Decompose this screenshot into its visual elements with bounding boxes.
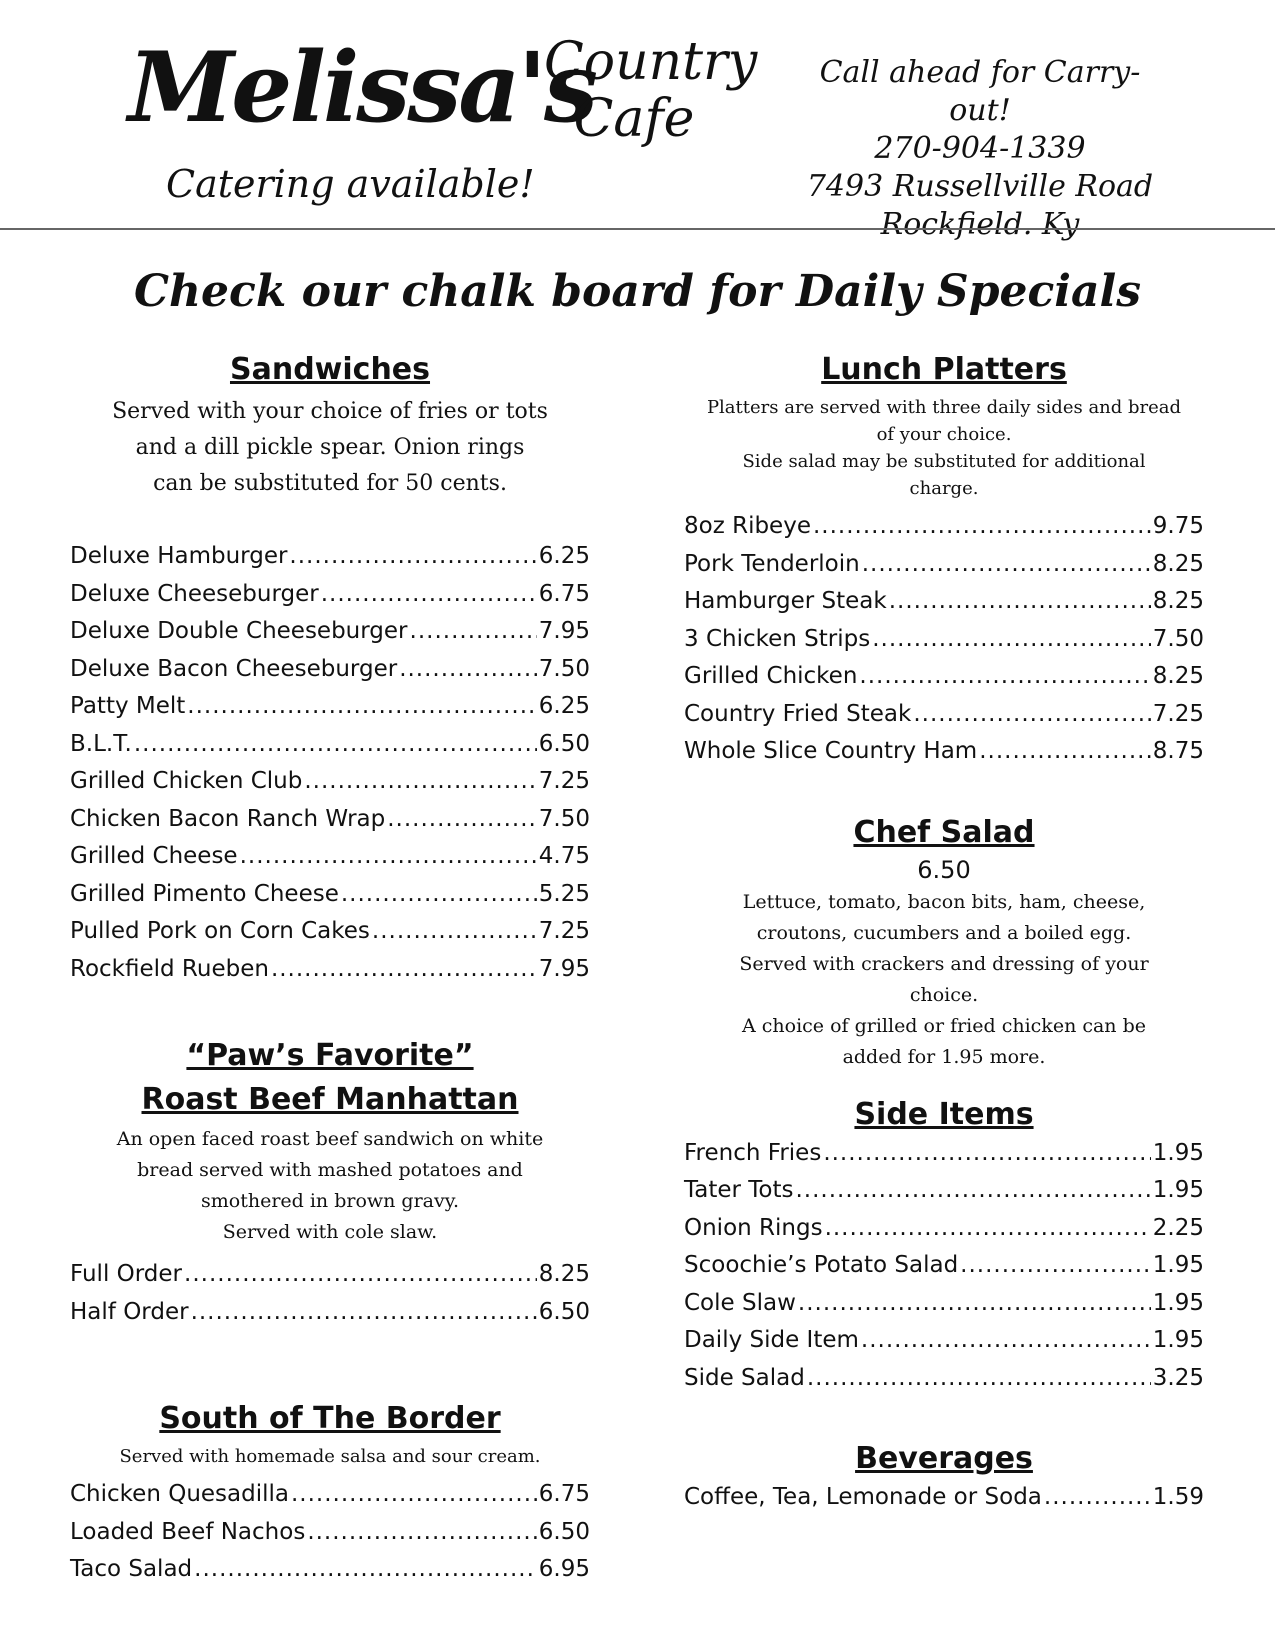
item-price: 6.75 [538, 580, 590, 607]
item-name: Deluxe Double Cheeseburger [70, 618, 408, 644]
platters-desc-line: of your choice. [876, 424, 1012, 445]
leader-dots [289, 538, 536, 576]
leader-dots [798, 1285, 1151, 1323]
menu-item [70, 951, 590, 989]
item-name: Full Order [70, 1261, 183, 1287]
leader-dots [387, 801, 537, 839]
leader-dots [960, 1247, 1151, 1285]
menu-item [684, 1247, 1204, 1285]
platters-section [684, 350, 1204, 771]
sides-list [684, 1135, 1204, 1398]
leader-dots [825, 1210, 1151, 1248]
menu-item [684, 1135, 1204, 1173]
leader-dots [134, 726, 537, 764]
item-price: 7.25 [538, 918, 590, 944]
item-price: 1.95 [1152, 1177, 1204, 1203]
item-price: 1.95 [1152, 1327, 1204, 1353]
item-name: Grilled Chicken [684, 663, 858, 689]
leader-dots [240, 838, 537, 876]
leader-dots [194, 1551, 537, 1589]
item-name: Onion Rings [684, 1214, 823, 1241]
menu-item [684, 508, 1204, 546]
item-name: Half Order [70, 1298, 189, 1325]
chef-salad-desc-line: added for 1.95 more. [842, 1045, 1046, 1068]
item-price: 6.25 [538, 543, 590, 569]
platters-desc-line: Side salad may be substituted for additional [742, 451, 1146, 472]
leader-dots [187, 688, 536, 726]
item-name: French Fries [684, 1139, 822, 1166]
item-price: 1.95 [1152, 1252, 1204, 1278]
manhattan-title: Roast Beef Manhattan [141, 1082, 519, 1117]
menu-item [70, 913, 590, 951]
item-price: 9.75 [1152, 513, 1204, 539]
address-line2: Rockfield. Ky [880, 207, 1080, 242]
item-price: 1.59 [1152, 1484, 1204, 1510]
item-price: 6.50 [538, 730, 590, 757]
item-name: Chicken Bacon Ranch Wrap [70, 805, 386, 832]
item-name: Patty Melt [70, 693, 186, 719]
menu-item [70, 763, 590, 801]
leader-dots [341, 876, 537, 914]
beverages-list [684, 1479, 1204, 1517]
cafe-name-line1: Country [544, 32, 758, 92]
chef-salad-desc-line: Lettuce, tomato, bacon bits, ham, cheese, [742, 890, 1146, 913]
item-name: Chicken Quesadilla [70, 1481, 289, 1507]
platters-description [684, 394, 1204, 502]
cafe-name [544, 32, 758, 150]
item-price: 6.95 [538, 1556, 590, 1582]
chef-salad-description [684, 887, 1204, 1073]
menu-item [70, 876, 590, 914]
menu-item [70, 538, 590, 576]
item-name: B.L.T. [70, 730, 132, 757]
manhattan-title-quote: “Paw’s Favorite” [186, 1038, 474, 1073]
item-price: 7.25 [538, 768, 590, 794]
item-name: Deluxe Bacon Cheeseburger [70, 655, 398, 682]
leader-dots [291, 1476, 537, 1514]
menu-item [684, 1479, 1204, 1517]
specials-banner: Check our chalk board for Daily Specials [134, 266, 1141, 317]
leader-dots [913, 696, 1150, 734]
menu-item [684, 1210, 1204, 1248]
south-description: Served with homemade salsa and sour cream. [119, 1446, 541, 1467]
item-name: Tater Tots [684, 1177, 794, 1203]
manhattan-section [70, 1036, 590, 1331]
item-price: 8.75 [1152, 738, 1204, 764]
item-price: 7.50 [1152, 625, 1204, 652]
item-name: Whole Slice Country Ham [684, 738, 978, 764]
item-price: 7.95 [538, 955, 590, 982]
item-name: Loaded Beef Nachos [70, 1518, 306, 1545]
header [0, 0, 1275, 242]
menu-item [684, 1172, 1204, 1210]
menu-item [70, 838, 590, 876]
item-name: 8oz Ribeye [684, 513, 811, 539]
south-list [70, 1476, 590, 1589]
item-price: 7.95 [538, 618, 590, 644]
catering-note: Catering available! [166, 162, 535, 206]
leader-dots [889, 583, 1151, 621]
menu-item [70, 651, 590, 689]
item-name: Grilled Chicken Club [70, 768, 303, 794]
item-price: 1.95 [1152, 1289, 1204, 1316]
menu-item [70, 1551, 590, 1589]
address-line1: 7493 Russellville Road [806, 169, 1154, 204]
leader-dots [304, 763, 536, 801]
leader-dots [979, 733, 1151, 771]
chef-salad-price: 6.50 [917, 855, 971, 884]
sides-section [684, 1095, 1204, 1398]
item-name: 3 Chicken Strips [684, 625, 871, 652]
beverages-section [684, 1439, 1204, 1517]
platters-desc-line: Platters are served with three daily sides and bread [706, 397, 1182, 418]
sides-title: Side Items [854, 1096, 1034, 1132]
menu-item [684, 658, 1204, 696]
item-price: 8.25 [1152, 550, 1204, 577]
item-name: Pork Tenderloin [684, 550, 860, 577]
leader-dots [813, 508, 1151, 546]
item-name: Daily Side Item [684, 1327, 859, 1353]
menu-item [70, 1476, 590, 1514]
menu-item [684, 696, 1204, 734]
leader-dots [1044, 1479, 1151, 1517]
contact-block [790, 54, 1170, 244]
chef-salad-desc-line: croutons, cucumbers and a boiled egg. [756, 921, 1132, 944]
item-name: Grilled Cheese [70, 843, 238, 869]
item-price: 5.25 [538, 880, 590, 907]
item-name: Side Salad [684, 1364, 805, 1391]
item-price: 1.95 [1152, 1139, 1204, 1166]
item-name: Deluxe Cheeseburger [70, 580, 319, 607]
sandwiches-title: Sandwiches [229, 352, 431, 387]
menu-item [684, 621, 1204, 659]
chef-salad-section [684, 813, 1204, 1073]
leader-dots [823, 1135, 1150, 1173]
item-price: 6.50 [538, 1298, 590, 1325]
leader-dots [796, 1172, 1151, 1210]
menu-item [684, 733, 1204, 771]
item-name: Pulled Pork on Corn Cakes [70, 918, 370, 944]
item-name: Hamburger Steak [684, 588, 887, 614]
menu-item [684, 1360, 1204, 1398]
item-name: Scoochie’s Potato Salad [684, 1252, 959, 1278]
leader-dots [184, 1256, 537, 1294]
leader-dots [307, 1514, 536, 1552]
item-price: 7.50 [538, 805, 590, 832]
leader-dots [859, 658, 1150, 696]
leader-dots [372, 913, 537, 951]
item-price: 8.25 [1152, 588, 1204, 614]
item-price: 4.75 [538, 843, 590, 869]
leader-dots [399, 651, 537, 689]
sandwiches-desc-line: and a dill pickle spear. Onion rings [135, 435, 525, 460]
platters-desc-line: charge. [909, 478, 979, 499]
sandwiches-description [70, 394, 590, 502]
item-name: Rockfield Rueben [70, 955, 269, 982]
menu-item [70, 688, 590, 726]
leader-dots [807, 1360, 1151, 1398]
menu-item [684, 583, 1204, 621]
item-name: Grilled Pimento Cheese [70, 880, 339, 907]
menu-item [70, 1294, 590, 1332]
south-title: South of The Border [159, 1401, 501, 1436]
leader-dots [410, 613, 537, 651]
leader-dots [872, 621, 1151, 659]
menu-item [70, 613, 590, 651]
carryout-note: Call ahead for Carry-out! [819, 55, 1141, 128]
sandwiches-desc-line: Served with your choice of fries or tots [112, 399, 548, 424]
item-name: Deluxe Hamburger [70, 543, 288, 569]
menu-item [70, 801, 590, 839]
cafe-name-line2: Cafe [573, 89, 695, 150]
item-name: Coffee, Tea, Lemonade or Soda [684, 1484, 1042, 1510]
sandwiches-section [70, 350, 590, 988]
manhattan-desc-line: Served with cole slaw. [222, 1221, 438, 1243]
beverages-title: Beverages [855, 1441, 1033, 1476]
brand-logo: Melissa's [128, 31, 596, 144]
chef-salad-title: Chef Salad [853, 814, 1035, 850]
sandwiches-desc-line: can be substituted for 50 cents. [153, 471, 507, 496]
item-price: 6.25 [538, 693, 590, 719]
leader-dots [191, 1294, 537, 1332]
left-column [70, 350, 590, 1589]
menu-item [684, 1322, 1204, 1360]
item-name: Country Fried Steak [684, 700, 912, 727]
chef-salad-desc-line: choice. [909, 983, 979, 1006]
manhattan-description [70, 1124, 590, 1248]
menu-item [684, 1285, 1204, 1323]
menu-item [70, 576, 590, 614]
item-price: 8.25 [1152, 663, 1204, 689]
item-name: Cole Slaw [684, 1289, 796, 1316]
chef-salad-desc-line: Served with crackers and dressing of your [739, 952, 1149, 975]
right-column [684, 350, 1204, 1517]
item-price: 6.75 [538, 1481, 590, 1507]
item-name: Taco Salad [70, 1556, 193, 1582]
leader-dots [271, 951, 537, 989]
platters-title: Lunch Platters [821, 352, 1067, 387]
item-price: 6.50 [538, 1518, 590, 1545]
platters-list [684, 508, 1204, 771]
leader-dots [861, 1322, 1151, 1360]
menu-item [70, 726, 590, 764]
item-price: 7.25 [1152, 700, 1204, 727]
sandwiches-list [70, 538, 590, 988]
manhattan-desc-line: bread served with mashed potatoes and [137, 1159, 523, 1181]
item-price: 8.25 [538, 1261, 590, 1287]
manhattan-desc-line: An open faced roast beef sandwich on white [116, 1128, 544, 1150]
menu-item [70, 1256, 590, 1294]
item-price: 2.25 [1152, 1214, 1204, 1241]
chef-salad-desc-line: A choice of grilled or fried chicken can be [742, 1014, 1146, 1037]
south-section [70, 1399, 590, 1589]
leader-dots [321, 576, 537, 614]
item-price: 7.50 [538, 655, 590, 682]
manhattan-desc-line: smothered in brown gravy. [201, 1190, 459, 1212]
phone-number: 270-904-1339 [874, 131, 1086, 166]
leader-dots [862, 546, 1151, 584]
item-price: 3.25 [1152, 1364, 1204, 1391]
header-divider [0, 228, 1275, 230]
manhattan-list [70, 1256, 590, 1331]
menu-item [70, 1514, 590, 1552]
menu-item [684, 546, 1204, 584]
